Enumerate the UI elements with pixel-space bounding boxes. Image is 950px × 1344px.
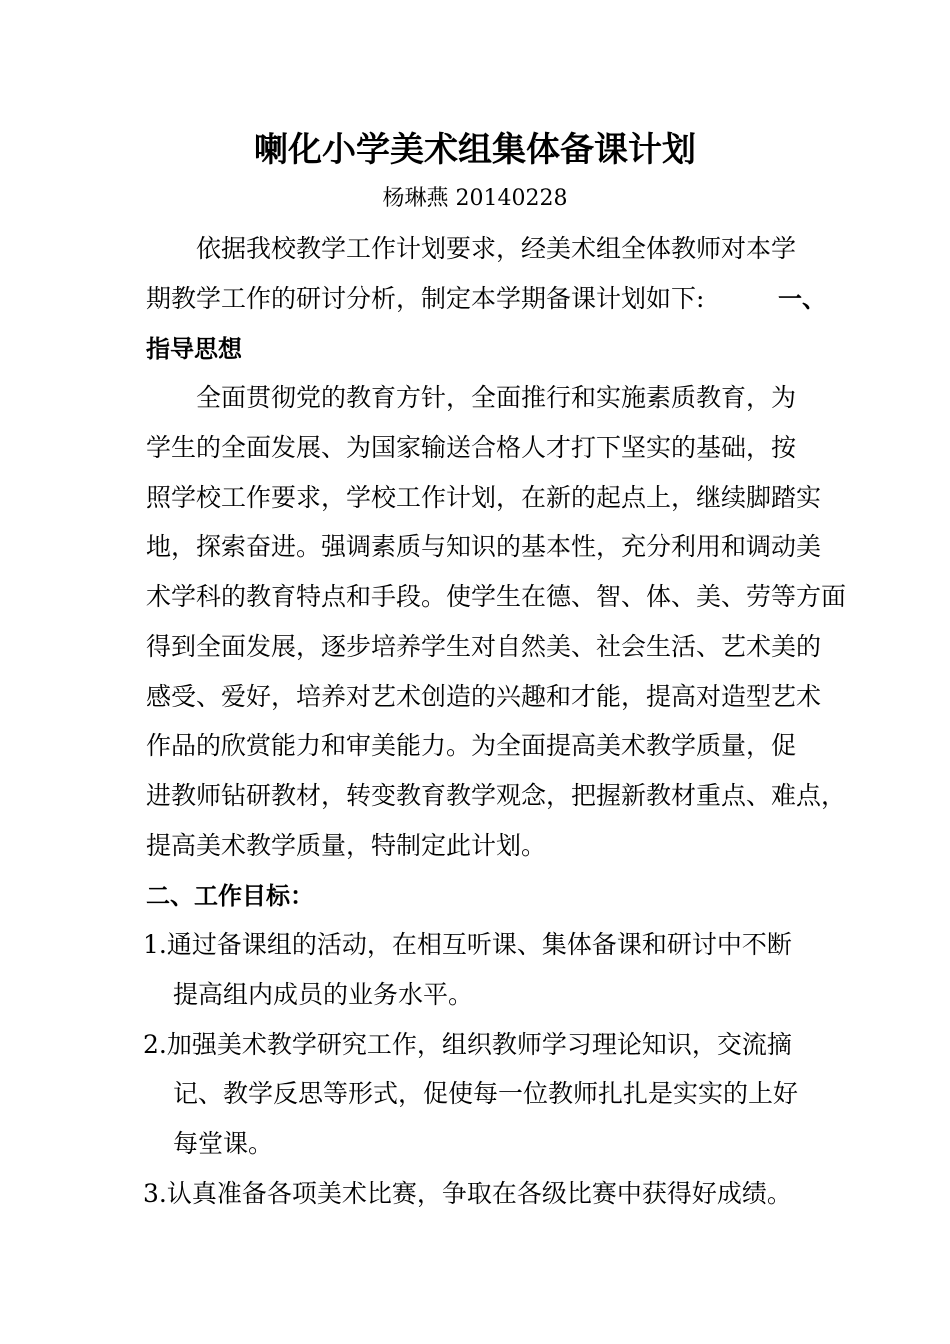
goal-item-3: 3.认真准备各项美术比赛，争取在各级比赛中获得好成绩。 xyxy=(143,1179,792,1208)
section-1-number: 一、 xyxy=(778,285,826,313)
section-1-line: 照学校工作要求，学校工作计划，在新的起点上，继续脚踏实 xyxy=(146,483,822,512)
section-1-line: 进教师钻研教材，转变教育教学观念，把握新教材重点、难点， xyxy=(146,781,847,810)
document-title: 喇化小学美术组集体备课计划 xyxy=(254,130,696,170)
author-date: 杨琳燕 20140228 xyxy=(382,186,568,211)
goal-item-1: 1.通过备课组的活动，在相互听课、集体备课和研讨中不断 xyxy=(143,930,792,959)
section-1-line: 学生的全面发展、为国家输送合格人才打下坚实的基础，按 xyxy=(146,433,797,462)
section-1-line: 提高美术教学质量，特制定此计划。 xyxy=(146,831,547,860)
goal-item-1-continuation: 提高组内成员的业务水平。 xyxy=(173,980,474,1009)
goal-item-2-continuation: 记、教学反思等形式，促使每一位教师扎扎是实实的上好 xyxy=(173,1079,799,1108)
goal-item-2: 2.加强美术教学研究工作，组织教师学习理论知识，交流摘 xyxy=(143,1030,792,1059)
section-1-heading: 指导思想 xyxy=(146,335,242,363)
section-1-line: 得到全面发展，逐步培养学生对自然美、社会生活、艺术美的 xyxy=(146,632,822,661)
intro-line-2: 期教学工作的研讨分析，制定本学期备课计划如下: xyxy=(146,284,705,313)
section-1-line: 术学科的教育特点和手段。使学生在德、智、体、美、劳等方面 xyxy=(146,582,847,611)
goal-item-2-continuation: 每堂课。 xyxy=(173,1129,274,1158)
section-2-heading: 二、工作目标： xyxy=(146,882,314,910)
section-1-line: 地，探索奋进。强调素质与知识的基本性，充分利用和调动美 xyxy=(146,532,822,561)
section-1-line: 感受、爱好，培养对艺术创造的兴趣和才能，提高对造型艺术 xyxy=(146,682,822,711)
section-1-line: 作品的欣赏能力和审美能力。为全面提高美术教学质量，促 xyxy=(146,731,797,760)
section-1-line: 全面贯彻党的教育方针，全面推行和实施素质教育，为 xyxy=(196,383,797,412)
intro-line-1: 依据我校教学工作计划要求，经美术组全体教师对本学 xyxy=(196,234,797,263)
